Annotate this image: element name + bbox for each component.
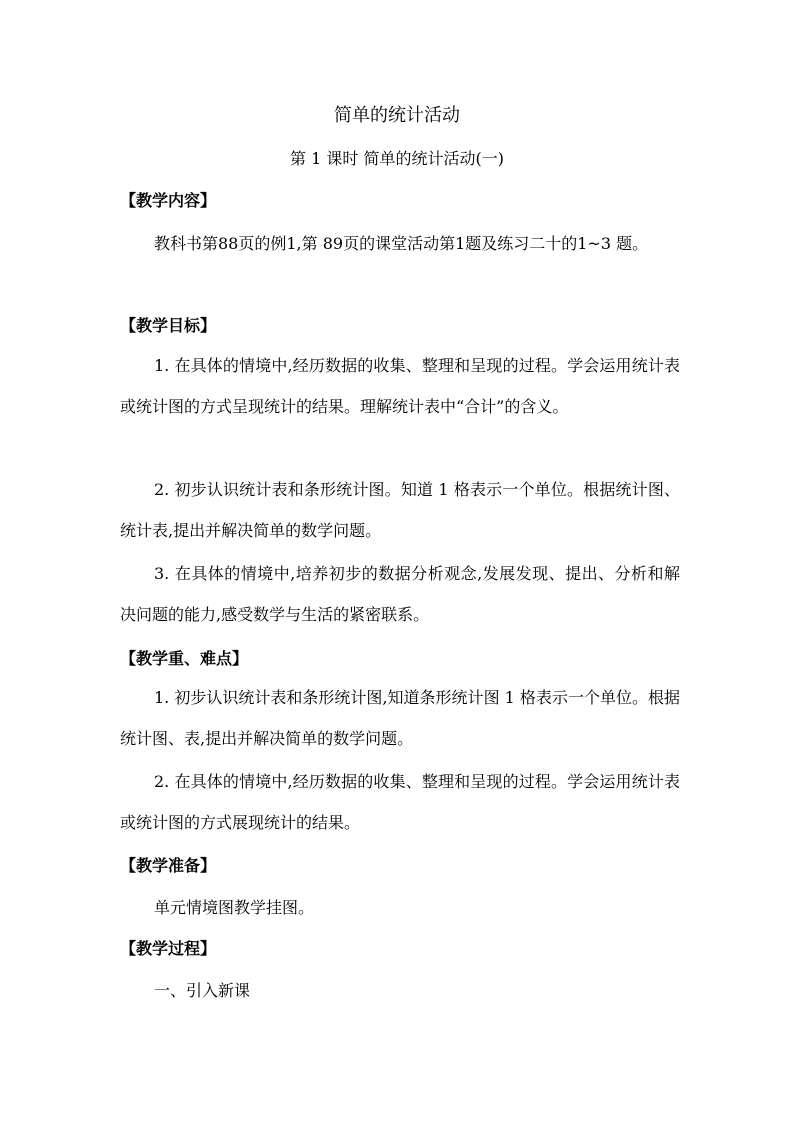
content-paragraph: 教科书第88页的例1,第 89页的课堂活动第1题及练习二十的1~3 题。: [154, 234, 649, 253]
section-heading-content: 【教学内容】: [120, 191, 217, 210]
section-heading-key-points: 【教学重、难点】: [120, 649, 249, 668]
document-subtitle: 第 1 课时 简单的统计活动(一): [290, 149, 504, 168]
section-heading-preparation: 【教学准备】: [120, 856, 217, 875]
process-step-1: 一、引入新课: [154, 981, 251, 1000]
preparation-paragraph: 单元情境图教学挂图。: [154, 898, 315, 917]
section-heading-process: 【教学过程】: [120, 939, 217, 958]
objective-item-2: 2. 初步认识统计表和条形统计图。知道 1 格表示一个单位。根据统计图、统计表,提出并解决简单的数学问题。: [120, 480, 680, 540]
key-point-item-2: 2. 在具体的情境中,经历数据的收集、整理和呈现的过程。学会运用统计表或统计图的方式展现统计的结果。: [120, 772, 680, 832]
objective-item-3: 3. 在具体的情境中,培养初步的数据分析观念,发展发现、提出、分析和解决问题的能力,感受数学与生活的紧密联系。: [120, 564, 680, 624]
section-heading-objectives: 【教学目标】: [120, 316, 217, 335]
document-title: 简单的统计活动: [334, 105, 460, 126]
objective-item-1: 1. 在具体的情境中,经历数据的收集、整理和呈现的过程。学会运用统计表或统计图的方式呈现统计的结果。理解统计表中“合计”的含义。: [120, 356, 680, 416]
key-point-item-1: 1. 初步认识统计表和条形统计图,知道条形统计图 1 格表示一个单位。根据统计图、表,提出并解决简单的数学问题。: [120, 688, 680, 748]
